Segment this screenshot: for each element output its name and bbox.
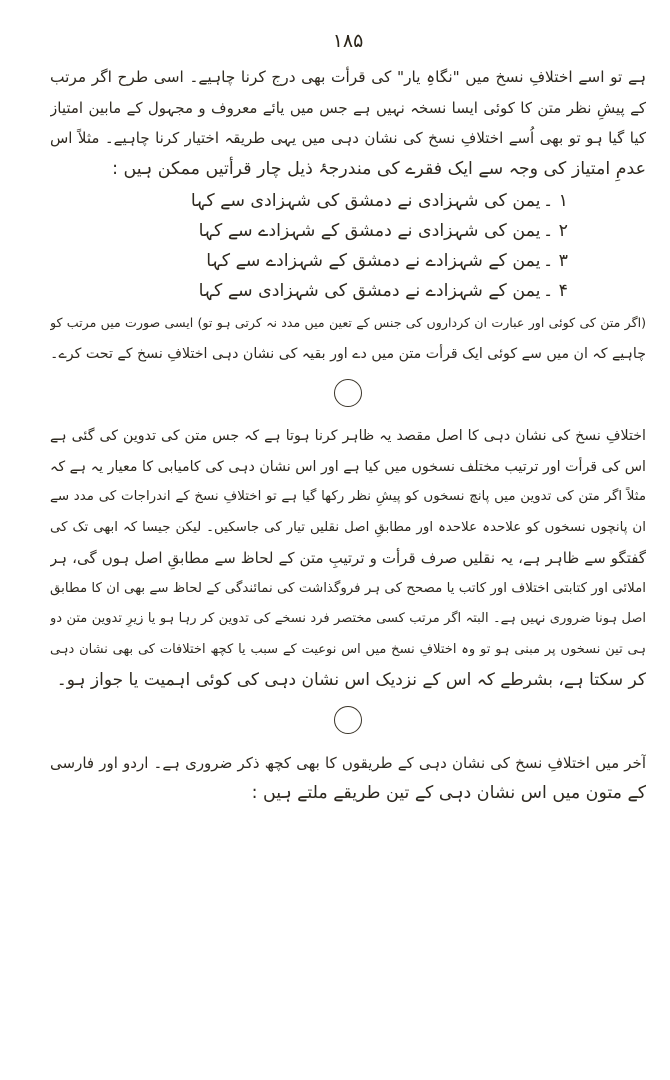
reading-item	[50, 276, 568, 306]
text-line: ان پانچوں نسخوں کو علاحدہ علاحدہ اور مطابقِ اصل نقلیں تیار کی جاسکیں۔ لیکن جیسا کہ ابھی تک کی	[50, 519, 646, 535]
text-line: کر سکتا ہے، بشرطے کہ اس کے نزدیک اس نشان دہی کی کوئی اہمیت یا جواز ہو۔	[56, 670, 646, 690]
section-divider-circle-icon	[334, 379, 362, 407]
paragraph-3	[50, 748, 646, 809]
text-line: چاہیے کہ ان میں سے کوئی ایک قرأت متن میں دے اور بقیہ کی نشان دہی اختلافِ نسخ کے تحت کرے۔	[50, 345, 646, 362]
reading-item	[50, 216, 568, 246]
reading-text: یمن کے شہزادے نے دمشق کے شہزادے سے کہا	[206, 251, 541, 271]
text-line: ہی تین نسخوں پر مبنی ہو تو وہ اختلافِ نسخ میں اس نوعیت کے سبب یا کچھ اختلافات کی بھی نشان دہی	[50, 641, 646, 657]
text-line: آخر میں اختلافِ نسخ کی نشان دہی کے طریقوں کا بھی کچھ ذکر ضروری ہے۔ اردو اور فارسی	[50, 753, 646, 772]
reading-number: ۱ ۔	[542, 191, 568, 211]
reading-text: یمن کی شہزادی نے دمشق کی شہزادی سے کہا	[190, 191, 541, 211]
text-line: اختلافِ نسخ کی نشان دہی کا اصل مقصد یہ ظاہر کرنا ہوتا ہے کہ جس متن کی تدوین کی گئی ہے	[50, 428, 646, 444]
text-line: املائی اور کتابتی اختلاف اور کاتب یا مصحح کی ہر فروگذاشت کی نمائندگی کے لحاظ سے بھی ان کا مطابق	[50, 580, 646, 596]
reading-item	[50, 186, 568, 216]
text-line: کے پیشِ نظر متن کا کوئی ایسا نسخہ نہیں ہے جس میں یائے معروف و مجہول کے مابین امتیاز	[50, 98, 646, 117]
text-line: اس کی قرأت اور ترتیب مختلف نسخوں میں کیا ہے اور اس نشان دہی کی کامیابی کا معیار یہ ہے کہ	[50, 458, 646, 475]
text-line: (اگر متن کی کوئی اور عبارت ان کرداروں کی جنس کے تعین میں مدد نہ کرتی ہو تو) ایسی صورت میں مرتب کو	[50, 315, 646, 330]
reading-number: ۴ ۔	[542, 281, 568, 301]
paragraph-1-continued	[50, 308, 646, 369]
page-number: ۱۸۵	[332, 30, 364, 52]
reading-number: ۳ ۔	[542, 251, 568, 271]
reading-item	[50, 246, 568, 276]
reading-number: ۲ ۔	[542, 221, 568, 241]
text-line: عدمِ امتیاز کی وجہ سے ایک فقرے کی مندرجۂ ذیل چار قرأتیں ممکن ہیں :	[112, 158, 646, 179]
text-line: کیا گیا ہو تو بھی اُسے اختلافِ نسخ کی نشان دہی میں یہی طریقہ اختیار کرنا چاہیے۔ مثلاً اس	[50, 129, 646, 147]
reading-text: یمن کے شہزادے نے دمشق کی شہزادی سے کہا	[198, 281, 541, 301]
readings-list	[50, 186, 646, 306]
reading-text: یمن کی شہزادی نے دمشق کے شہزادے سے کہا	[198, 221, 541, 241]
text-line: اصل ہونا ضروری نہیں ہے۔ البتہ اگر مرتب کسی مختصر فرد نسخے کی تدوین کر رہا ہو یا زیرِ تدوین متن دو	[50, 611, 646, 626]
paragraph-1	[50, 62, 646, 184]
section-divider-circle-icon	[334, 706, 362, 734]
text-line: کے متون میں اس نشان دہی کے تین طریقے ملتے ہیں :	[251, 783, 646, 803]
text-line: مثلاً اگر متن کی تدوین میں پانچ نسخوں کو پیشِ نظر رکھا گیا ہے تو اختلافِ نسخ کے اندراجات کی مدد سے	[50, 489, 646, 504]
text-line: گفتگو سے ظاہر ہے، یہ نقلیں صرف قرأت و ترتیبِ متن کے لحاظ سے مطابقِ اصل ہوں گی، ہر	[50, 549, 646, 567]
paragraph-2	[50, 421, 646, 696]
text-line: ہے تو اسے اختلافِ نسخ میں "نگاہِ یار" کی قرأت بھی درج کرنا چاہیے۔ اسی طرح اگر مرتب	[50, 68, 646, 86]
